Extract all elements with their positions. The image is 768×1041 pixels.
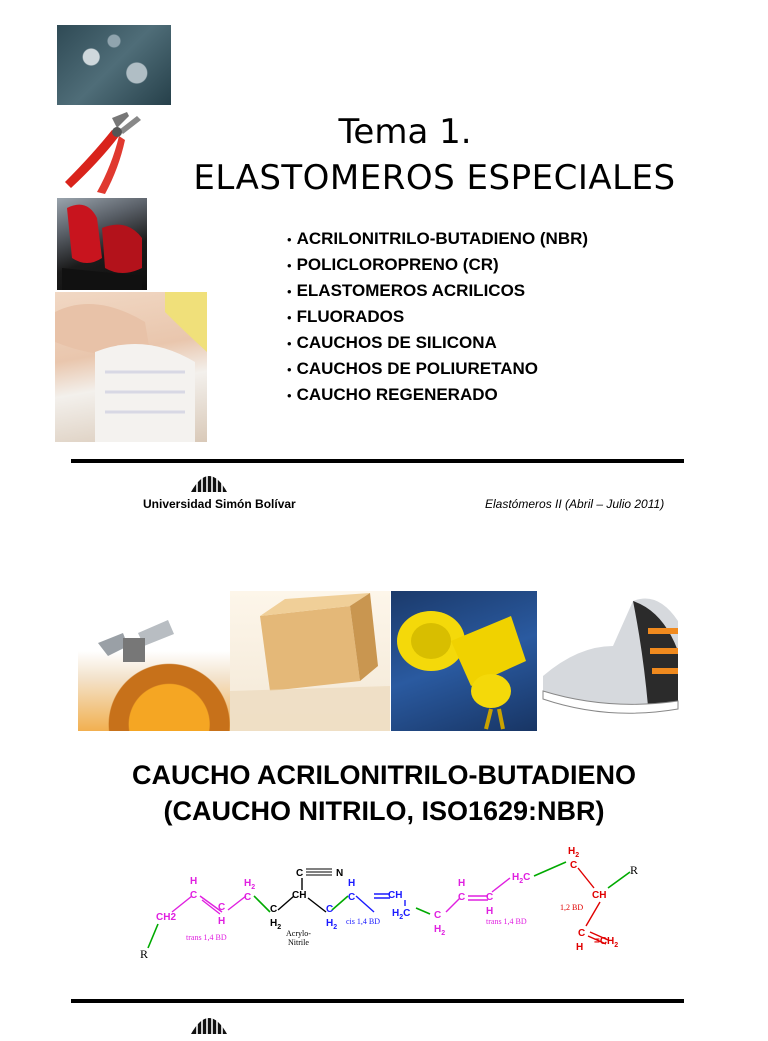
atom-label: CH — [292, 890, 307, 901]
slide2-title — [70, 757, 698, 829]
slide-title-line2: ELASTOMEROS ESPECIALES — [193, 158, 676, 198]
footer-divider — [71, 459, 684, 463]
atom-label: C — [458, 892, 466, 903]
atom-label: H — [218, 916, 226, 927]
atom-label: $H_2C$ — [392, 908, 411, 921]
slide2-title-line1: CAUCHO ACRILONITRILO-BUTADIENO — [132, 760, 636, 790]
atom-label: H — [190, 876, 198, 887]
atom-label: C — [190, 890, 198, 901]
atom-label: CH — [592, 890, 607, 901]
slide2-title-line2: (CAUCHO NITRILO, ISO1629:NBR) — [163, 796, 605, 826]
cis-bd-label: cis 1,4 BD — [346, 917, 380, 926]
atom-label: C — [270, 904, 278, 915]
institution-name: Universidad Simón Bolívar — [143, 497, 296, 511]
atom-label: $H_2$ — [326, 918, 338, 931]
atom-label: H — [348, 878, 356, 889]
atom-label: C — [244, 892, 252, 903]
list-item: • CAUCHOS DE SILICONA — [287, 330, 588, 356]
atom-label: C — [296, 868, 304, 879]
university-logo-icon — [189, 1008, 229, 1036]
atom-label: C — [434, 910, 442, 921]
o-rings-photo — [57, 25, 171, 105]
footer-divider-2 — [71, 999, 684, 1003]
diaper-photo — [55, 292, 207, 442]
atom-label: C — [326, 904, 334, 915]
nbr-chemical-structure — [120, 840, 656, 972]
atom-label: C — [578, 928, 586, 939]
atom-label: $H_2$ — [244, 878, 256, 891]
course-label: Elastómeros II (Abril – Julio 2011) — [485, 497, 665, 511]
atom-label: C — [348, 892, 356, 903]
rubber-part-photo — [78, 598, 230, 731]
atom-label: H — [486, 906, 494, 917]
nitrile-label: Nitrile — [288, 938, 309, 947]
university-logo-icon — [189, 466, 229, 494]
atom-label: $H_2$ — [568, 846, 580, 859]
atom-label: C — [570, 860, 578, 871]
car-seat-photo — [57, 198, 147, 290]
pliers-photo — [57, 110, 152, 195]
trans-bd-label-2: trans 1,4 BD — [486, 917, 527, 926]
atom-label: $=CH_2$ — [594, 936, 619, 949]
atom-label: $H_2C$ — [512, 872, 531, 885]
list-item: • ELASTOMEROS ACRILICOS — [287, 278, 588, 304]
atom-label: H — [458, 878, 466, 889]
atom-label: $H_2$ — [270, 918, 282, 931]
list-item: • CAUCHOS DE POLIURETANO — [287, 356, 588, 382]
list-item: • POLICLOROPRENO (CR) — [287, 252, 588, 278]
atom-label: C — [218, 902, 226, 913]
bd12-label: 1,2 BD — [560, 903, 584, 912]
acrylo-label: Acrylo- — [286, 929, 311, 938]
atom-label: H — [576, 942, 584, 953]
connector-photo — [391, 591, 537, 731]
r-right-label: R — [630, 863, 639, 877]
list-item: • ACRILONITRILO-BUTADIENO (NBR) — [287, 226, 588, 252]
sneaker-photo — [538, 591, 684, 731]
list-item: • FLUORADOS — [287, 304, 588, 330]
r-left-label: R — [140, 947, 149, 961]
list-item: • CAUCHO REGENERADO — [287, 382, 588, 408]
atom-label: CH — [388, 890, 403, 901]
atom-label: N — [336, 868, 344, 879]
slide-title-line1: Tema 1. — [338, 112, 472, 152]
foam-cube-photo — [230, 591, 390, 731]
atom-label: $H_2$ — [434, 924, 446, 937]
ch2-left-label: CH2 — [156, 912, 177, 923]
topic-list — [287, 226, 588, 408]
atom-label: C — [486, 892, 494, 903]
trans-bd-label: trans 1,4 BD — [186, 933, 227, 942]
